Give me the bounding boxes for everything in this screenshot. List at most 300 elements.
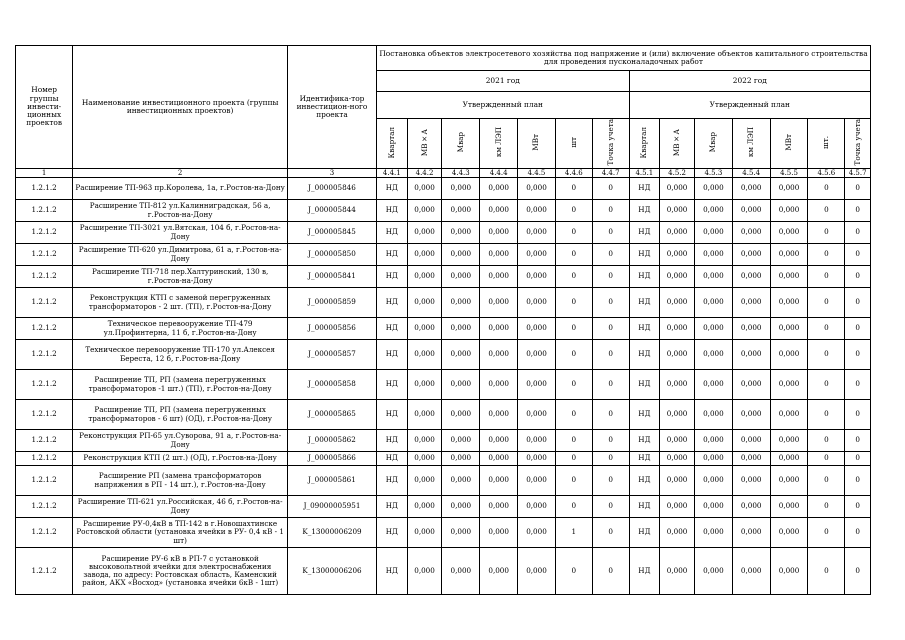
project-id-cell: K_13000006206 <box>288 548 377 595</box>
group-number-cell: 1.2.1.2 <box>16 400 73 430</box>
value-2022-cell: 0,000 <box>694 244 732 266</box>
value-2022-cell: 0,000 <box>732 318 770 340</box>
value-2022-cell: 0,000 <box>732 370 770 400</box>
value-2022-cell: 0 <box>808 466 845 496</box>
value-2022-cell: 0,000 <box>660 288 695 318</box>
project-name-cell: Реконструкция РП-65 ул.Суворова, 91 а, г.Ростов-на-Дону <box>73 430 288 452</box>
value-2021-cell: 0,000 <box>518 266 556 288</box>
value-2022-cell: НД <box>629 466 660 496</box>
value-2021-cell: 0 <box>592 266 629 288</box>
subheader-label: МВ×А <box>672 128 682 157</box>
value-2021-cell: 0 <box>555 400 592 430</box>
subheader-label: шт <box>568 137 578 148</box>
table-row <box>16 400 871 430</box>
value-2021-cell: 0 <box>592 430 629 452</box>
value-2021-cell: 0,000 <box>442 452 480 466</box>
value-2021-cell: 0,000 <box>407 370 442 400</box>
project-name-cell: Реконструкция КТП с заменой перегруженных трансформаторов - 2 шт. (ТП), г.Ростов-на-Дону <box>73 288 288 318</box>
value-2021-cell: НД <box>376 178 407 200</box>
value-2021-cell: 0 <box>592 370 629 400</box>
value-2021-cell: 0,000 <box>442 178 480 200</box>
value-2022-cell: НД <box>629 548 660 595</box>
group-number-cell: 1.2.1.2 <box>16 222 73 244</box>
value-2022-cell: 0 <box>845 222 871 244</box>
subheader-2022-1 <box>660 119 695 169</box>
value-2022-cell: 0 <box>845 200 871 222</box>
value-2021-cell: 0,000 <box>442 318 480 340</box>
project-name-cell: Расширение ТП, РП (замена перегруженных трансформаторов - 6 шт) (ОД), г.Ростов-на-Дону <box>73 400 288 430</box>
value-2021-cell: 0 <box>555 370 592 400</box>
value-2022-cell: 0 <box>808 318 845 340</box>
value-2021-cell: 0,000 <box>518 548 556 595</box>
value-2022-cell: 0 <box>808 222 845 244</box>
value-2022-cell: НД <box>629 318 660 340</box>
value-2021-cell: 0,000 <box>407 430 442 452</box>
value-2022-cell: 0 <box>808 266 845 288</box>
subheader-label: МВт <box>531 134 541 151</box>
value-2022-cell: 0,000 <box>770 288 808 318</box>
project-id-cell: J_000005862 <box>288 430 377 452</box>
value-2021-cell: 0,000 <box>518 244 556 266</box>
value-2021-cell: 0,000 <box>518 288 556 318</box>
value-2022-cell: НД <box>629 518 660 548</box>
value-2022-cell: 0,000 <box>732 266 770 288</box>
value-2022-cell: 0,000 <box>770 548 808 595</box>
column-number: 4.5.5 <box>770 169 808 178</box>
value-2022-cell: 0,000 <box>660 340 695 370</box>
project-id-cell: J_000005866 <box>288 452 377 466</box>
value-2022-cell: 0 <box>845 244 871 266</box>
table-row <box>16 548 871 595</box>
value-2021-cell: 0,000 <box>407 452 442 466</box>
value-2021-cell: НД <box>376 452 407 466</box>
value-2021-cell: 0,000 <box>518 178 556 200</box>
value-2021-cell: 0 <box>592 222 629 244</box>
table-row <box>16 288 871 318</box>
value-2022-cell: 0,000 <box>732 222 770 244</box>
value-2021-cell: 0 <box>592 178 629 200</box>
value-2022-cell: 0 <box>808 452 845 466</box>
value-2022-cell: 0 <box>808 178 845 200</box>
value-2022-cell: 0 <box>845 288 871 318</box>
value-2022-cell: НД <box>629 288 660 318</box>
value-2021-cell: 0,000 <box>480 430 518 452</box>
value-2021-cell: 0,000 <box>480 266 518 288</box>
value-2021-cell: НД <box>376 518 407 548</box>
value-2022-cell: 0,000 <box>694 496 732 518</box>
value-2022-cell: 0 <box>845 466 871 496</box>
table-row <box>16 266 871 288</box>
value-2021-cell: НД <box>376 222 407 244</box>
value-2021-cell: 0,000 <box>480 178 518 200</box>
value-2022-cell: 0,000 <box>694 318 732 340</box>
value-2021-cell: 0,000 <box>480 370 518 400</box>
subheader-2022-3 <box>732 119 770 169</box>
value-2022-cell: 0 <box>808 430 845 452</box>
value-2021-cell: 0,000 <box>407 340 442 370</box>
value-2021-cell: 0,000 <box>407 518 442 548</box>
project-id-cell: J_000005859 <box>288 288 377 318</box>
subheader-label: Квартал <box>386 126 396 159</box>
value-2021-cell: 0 <box>555 266 592 288</box>
value-2022-cell: 0,000 <box>694 370 732 400</box>
value-2022-cell: 0,000 <box>770 178 808 200</box>
value-2022-cell: 0,000 <box>694 340 732 370</box>
subheader-label: Мвар <box>708 132 718 153</box>
value-2022-cell: 0,000 <box>660 466 695 496</box>
value-2022-cell: 0,000 <box>732 548 770 595</box>
project-name-cell: Расширение ТП-3021 ул.Вятская, 104 б, г.Ростов-на-Дону <box>73 222 288 244</box>
group-number-cell: 1.2.1.2 <box>16 340 73 370</box>
value-2022-cell: 0 <box>845 548 871 595</box>
value-2021-cell: 0,000 <box>518 222 556 244</box>
value-2022-cell: 0,000 <box>732 340 770 370</box>
value-2022-cell: НД <box>629 200 660 222</box>
value-2021-cell: 0,000 <box>480 244 518 266</box>
project-name-cell: Расширение ТП-718 пер.Халтуринский, 130 в, г.Ростов-на-Дону <box>73 266 288 288</box>
value-2021-cell: 0 <box>555 466 592 496</box>
value-2021-cell: 0,000 <box>518 340 556 370</box>
value-2021-cell: 0,000 <box>480 466 518 496</box>
value-2022-cell: 0 <box>808 518 845 548</box>
group-number-cell: 1.2.1.2 <box>16 200 73 222</box>
approved-plan-2021-header: Утвержденный план <box>376 92 629 119</box>
value-2021-cell: НД <box>376 400 407 430</box>
value-2022-cell: НД <box>629 178 660 200</box>
value-2021-cell: 0,000 <box>442 518 480 548</box>
subheader-2021-0 <box>376 119 407 169</box>
subheader-2021-2 <box>442 119 480 169</box>
value-2021-cell: НД <box>376 370 407 400</box>
value-2021-cell: 0,000 <box>480 400 518 430</box>
table-row <box>16 518 871 548</box>
value-2021-cell: 0 <box>555 496 592 518</box>
column-number: 4.4.5 <box>518 169 556 178</box>
value-2021-cell: 0,000 <box>480 548 518 595</box>
value-2021-cell: 0 <box>592 466 629 496</box>
group-number-cell: 1.2.1.2 <box>16 452 73 466</box>
value-2022-cell: 0 <box>808 400 845 430</box>
value-2022-cell: 0,000 <box>694 266 732 288</box>
value-2021-cell: НД <box>376 266 407 288</box>
value-2022-cell: 0,000 <box>732 200 770 222</box>
table-row <box>16 466 871 496</box>
column-number: 1 <box>16 169 73 178</box>
value-2022-cell: 0,000 <box>660 452 695 466</box>
value-2021-cell: НД <box>376 318 407 340</box>
subheader-2022-4 <box>770 119 808 169</box>
value-2022-cell: 0,000 <box>770 318 808 340</box>
value-2021-cell: 0,000 <box>480 496 518 518</box>
investment-projects-table <box>15 45 871 595</box>
value-2022-cell: 0,000 <box>732 244 770 266</box>
value-2022-cell: 0 <box>808 244 845 266</box>
table-row <box>16 452 871 466</box>
value-2022-cell: 0,000 <box>770 340 808 370</box>
subheader-label: км ЛЭП <box>493 127 503 158</box>
value-2022-cell: 0,000 <box>660 266 695 288</box>
subheader-label: МВ×А <box>419 128 429 157</box>
subheader-label: шт. <box>821 135 831 149</box>
value-2021-cell: НД <box>376 340 407 370</box>
column-number: 4.4.4 <box>480 169 518 178</box>
project-id-cell: J_09000005951 <box>288 496 377 518</box>
year-2021-header: 2021 год <box>376 71 629 92</box>
value-2022-cell: 0 <box>845 370 871 400</box>
value-2022-cell: 0,000 <box>732 452 770 466</box>
value-2021-cell: 0,000 <box>442 288 480 318</box>
column-number: 4.5.3 <box>694 169 732 178</box>
value-2022-cell: 0,000 <box>732 288 770 318</box>
project-name-cell: Расширение ТП-812 ул.Калинниградская, 56 а, г.Ростов-на-Дону <box>73 200 288 222</box>
project-name-cell: Техническое перевооружение ТП-170 ул.Алексея Береста, 12 б, г.Ростов-на-Дону <box>73 340 288 370</box>
value-2022-cell: 0,000 <box>694 178 732 200</box>
subheader-2021-3 <box>480 119 518 169</box>
subheader-2021-6 <box>592 119 629 169</box>
project-name-cell: Расширение РП (замена трансформаторов напряжения в РП - 14 шт.), г.Ростов-на-Дону <box>73 466 288 496</box>
project-id-cell: J_000005850 <box>288 244 377 266</box>
value-2021-cell: 0,000 <box>480 518 518 548</box>
value-2022-cell: НД <box>629 370 660 400</box>
subheader-label: Квартал <box>639 126 649 159</box>
value-2021-cell: 0 <box>555 200 592 222</box>
group-number-cell: 1.2.1.2 <box>16 288 73 318</box>
value-2022-cell: НД <box>629 340 660 370</box>
value-2022-cell: 0 <box>808 548 845 595</box>
value-2022-cell: 0 <box>808 496 845 518</box>
value-2022-cell: 0,000 <box>770 430 808 452</box>
project-id-column-header: Идентифика-тор инвестицион-ного проекта <box>288 46 377 169</box>
value-2021-cell: НД <box>376 244 407 266</box>
value-2021-cell: 0,000 <box>407 318 442 340</box>
group-number-cell: 1.2.1.2 <box>16 466 73 496</box>
value-2022-cell: 0,000 <box>732 430 770 452</box>
project-id-cell: J_000005857 <box>288 340 377 370</box>
value-2021-cell: 0,000 <box>518 452 556 466</box>
value-2022-cell: 0 <box>845 518 871 548</box>
value-2021-cell: 0,000 <box>480 340 518 370</box>
value-2022-cell: 0,000 <box>694 200 732 222</box>
value-2021-cell: 0 <box>555 452 592 466</box>
value-2022-cell: 0,000 <box>770 222 808 244</box>
value-2022-cell: 0,000 <box>732 466 770 496</box>
value-2022-cell: 0,000 <box>694 518 732 548</box>
value-2021-cell: 0,000 <box>480 200 518 222</box>
value-2021-cell: 0,000 <box>442 370 480 400</box>
value-2021-cell: 0,000 <box>407 222 442 244</box>
value-2022-cell: 0 <box>808 340 845 370</box>
project-name-cell: Расширение ТП-621 ул.Российская, 46 б, г.Ростов-на-Дону <box>73 496 288 518</box>
value-2022-cell: НД <box>629 430 660 452</box>
group-number-cell: 1.2.1.2 <box>16 548 73 595</box>
table-row <box>16 496 871 518</box>
table-row <box>16 340 871 370</box>
subheader-2022-6 <box>845 119 871 169</box>
column-number: 4.5.6 <box>808 169 845 178</box>
value-2021-cell: НД <box>376 548 407 595</box>
value-2022-cell: 0 <box>845 318 871 340</box>
value-2022-cell: 0,000 <box>660 318 695 340</box>
value-2021-cell: 0,000 <box>442 548 480 595</box>
value-2022-cell: 0,000 <box>732 496 770 518</box>
subheader-label: Точка учета <box>852 119 862 166</box>
project-name-cell: Реконструкция КТП (2 шт.) (ОД), г.Ростов-на-Дону <box>73 452 288 466</box>
column-number: 4.4.7 <box>592 169 629 178</box>
value-2021-cell: 0,000 <box>518 400 556 430</box>
group-number-cell: 1.2.1.2 <box>16 178 73 200</box>
value-2021-cell: 0,000 <box>442 496 480 518</box>
value-2021-cell: 0,000 <box>442 244 480 266</box>
value-2022-cell: 0 <box>845 340 871 370</box>
value-2021-cell: 0 <box>555 222 592 244</box>
value-2021-cell: 0 <box>555 288 592 318</box>
value-2022-cell: 0 <box>808 370 845 400</box>
value-2022-cell: 0,000 <box>694 400 732 430</box>
value-2021-cell: 0 <box>592 340 629 370</box>
subheader-2021-5 <box>555 119 592 169</box>
project-name-cell: Расширение ТП, РП (замена перегруженных трансформаторов -1 шт.) (ТП), г.Ростов-на-Дону <box>73 370 288 400</box>
value-2021-cell: 0 <box>555 340 592 370</box>
value-2022-cell: 0,000 <box>660 244 695 266</box>
value-2022-cell: 0,000 <box>660 548 695 595</box>
value-2021-cell: 0,000 <box>442 400 480 430</box>
value-2021-cell: 0 <box>555 178 592 200</box>
table-row <box>16 178 871 200</box>
group-number-cell: 1.2.1.2 <box>16 244 73 266</box>
value-2021-cell: 0,000 <box>442 222 480 244</box>
value-2022-cell: НД <box>629 266 660 288</box>
approved-plan-2022-header: Утвержденный план <box>629 92 870 119</box>
project-id-cell: J_000005858 <box>288 370 377 400</box>
project-id-cell: J_000005865 <box>288 400 377 430</box>
value-2021-cell: НД <box>376 200 407 222</box>
value-2021-cell: 0 <box>592 518 629 548</box>
value-2022-cell: 0,000 <box>732 178 770 200</box>
value-2022-cell: НД <box>629 222 660 244</box>
table-row <box>16 222 871 244</box>
column-number: 4.5.1 <box>629 169 660 178</box>
value-2022-cell: НД <box>629 244 660 266</box>
group-number-cell: 1.2.1.2 <box>16 518 73 548</box>
subheader-label: км ЛЭП <box>746 127 756 158</box>
subheader-2021-4 <box>518 119 556 169</box>
table-row <box>16 244 871 266</box>
value-2022-cell: НД <box>629 400 660 430</box>
project-id-cell: J_000005845 <box>288 222 377 244</box>
value-2021-cell: 0,000 <box>442 340 480 370</box>
value-2022-cell: 0,000 <box>694 288 732 318</box>
project-id-cell: J_000005861 <box>288 466 377 496</box>
main-section-title: Постановка объектов электросетевого хозяйства под напряжение и (или) включение объектов капитального строительства для проведения пусконаладочных работ <box>376 46 870 71</box>
value-2021-cell: 0 <box>592 452 629 466</box>
group-column-header: Номер группы инвести-ционных проектов <box>16 46 73 169</box>
value-2022-cell: 0 <box>845 178 871 200</box>
project-id-cell: J_000005841 <box>288 266 377 288</box>
value-2021-cell: 0 <box>555 430 592 452</box>
value-2022-cell: 0,000 <box>732 518 770 548</box>
project-id-cell: J_000005856 <box>288 318 377 340</box>
value-2021-cell: 0 <box>555 318 592 340</box>
group-number-cell: 1.2.1.2 <box>16 496 73 518</box>
value-2022-cell: 0,000 <box>694 430 732 452</box>
value-2021-cell: 0,000 <box>407 548 442 595</box>
group-number-cell: 1.2.1.2 <box>16 430 73 452</box>
value-2021-cell: 0,000 <box>407 244 442 266</box>
value-2021-cell: 0,000 <box>480 452 518 466</box>
value-2022-cell: 0,000 <box>770 370 808 400</box>
value-2021-cell: 0 <box>592 400 629 430</box>
value-2021-cell: 0,000 <box>518 496 556 518</box>
value-2021-cell: НД <box>376 466 407 496</box>
value-2022-cell: 0,000 <box>770 244 808 266</box>
value-2021-cell: 0 <box>592 244 629 266</box>
value-2021-cell: 0,000 <box>480 318 518 340</box>
project-name-cell: Техническое перевооружение ТП-479 ул.Профинтерна, 11 б, г.Ростов-на-Дону <box>73 318 288 340</box>
value-2022-cell: 0,000 <box>660 178 695 200</box>
project-name-cell: Расширение ТП-963 пр.Королева, 1а, г.Ростов-на-Дону <box>73 178 288 200</box>
value-2022-cell: НД <box>629 452 660 466</box>
value-2021-cell: 0,000 <box>407 266 442 288</box>
value-2021-cell: 0,000 <box>442 266 480 288</box>
value-2021-cell: 0,000 <box>407 466 442 496</box>
project-id-cell: J_000005846 <box>288 178 377 200</box>
value-2022-cell: 0,000 <box>660 200 695 222</box>
value-2021-cell: НД <box>376 430 407 452</box>
value-2022-cell: 0,000 <box>660 496 695 518</box>
project-id-cell: K_13000006209 <box>288 518 377 548</box>
column-number: 4.4.2 <box>407 169 442 178</box>
value-2022-cell: 0 <box>845 400 871 430</box>
column-number: 3 <box>288 169 377 178</box>
table-row <box>16 318 871 340</box>
value-2021-cell: 0 <box>592 288 629 318</box>
column-number: 4.4.1 <box>376 169 407 178</box>
value-2022-cell: 0,000 <box>660 370 695 400</box>
column-number: 4.4.3 <box>442 169 480 178</box>
column-number: 4.5.7 <box>845 169 871 178</box>
value-2021-cell: НД <box>376 496 407 518</box>
value-2021-cell: 0,000 <box>407 496 442 518</box>
value-2022-cell: 0,000 <box>660 518 695 548</box>
value-2022-cell: 0,000 <box>770 496 808 518</box>
value-2021-cell: 0 <box>555 244 592 266</box>
value-2021-cell: 0,000 <box>518 518 556 548</box>
year-2022-header: 2022 год <box>629 71 870 92</box>
value-2022-cell: 0,000 <box>732 400 770 430</box>
value-2022-cell: 0,000 <box>770 200 808 222</box>
subheader-2022-0 <box>629 119 660 169</box>
value-2022-cell: 0 <box>845 430 871 452</box>
column-number: 4.5.2 <box>660 169 695 178</box>
value-2021-cell: 0,000 <box>518 318 556 340</box>
value-2021-cell: 0,000 <box>407 178 442 200</box>
value-2021-cell: 0 <box>592 548 629 595</box>
project-id-cell: J_000005844 <box>288 200 377 222</box>
value-2022-cell: 0 <box>845 266 871 288</box>
subheader-2022-5 <box>808 119 845 169</box>
value-2022-cell: 0,000 <box>770 266 808 288</box>
value-2022-cell: НД <box>629 496 660 518</box>
project-name-column-header: Наименование инвестиционного проекта (группы инвестиционных проектов) <box>73 46 288 169</box>
value-2021-cell: 0,000 <box>407 288 442 318</box>
project-name-cell: Расширение РУ-6 кВ в РП-7 с установкой высоковольтной ячейки для электроснабжения завода, по адресу: Ростовская область, Каменский район, АКХ «Восход» (установка ячейки 6кВ - 1шт) <box>73 548 288 595</box>
value-2022-cell: 0,000 <box>770 452 808 466</box>
group-number-cell: 1.2.1.2 <box>16 266 73 288</box>
value-2022-cell: 0,000 <box>770 400 808 430</box>
subheader-label: Точка учета <box>605 119 615 166</box>
project-name-cell: Расширение РУ-0,4кВ в ТП-142 в г.Новошахтинске Ростовской области (установка ячейки в РУ- 0,4 кВ - 1 шт) <box>73 518 288 548</box>
column-number: 4.5.4 <box>732 169 770 178</box>
